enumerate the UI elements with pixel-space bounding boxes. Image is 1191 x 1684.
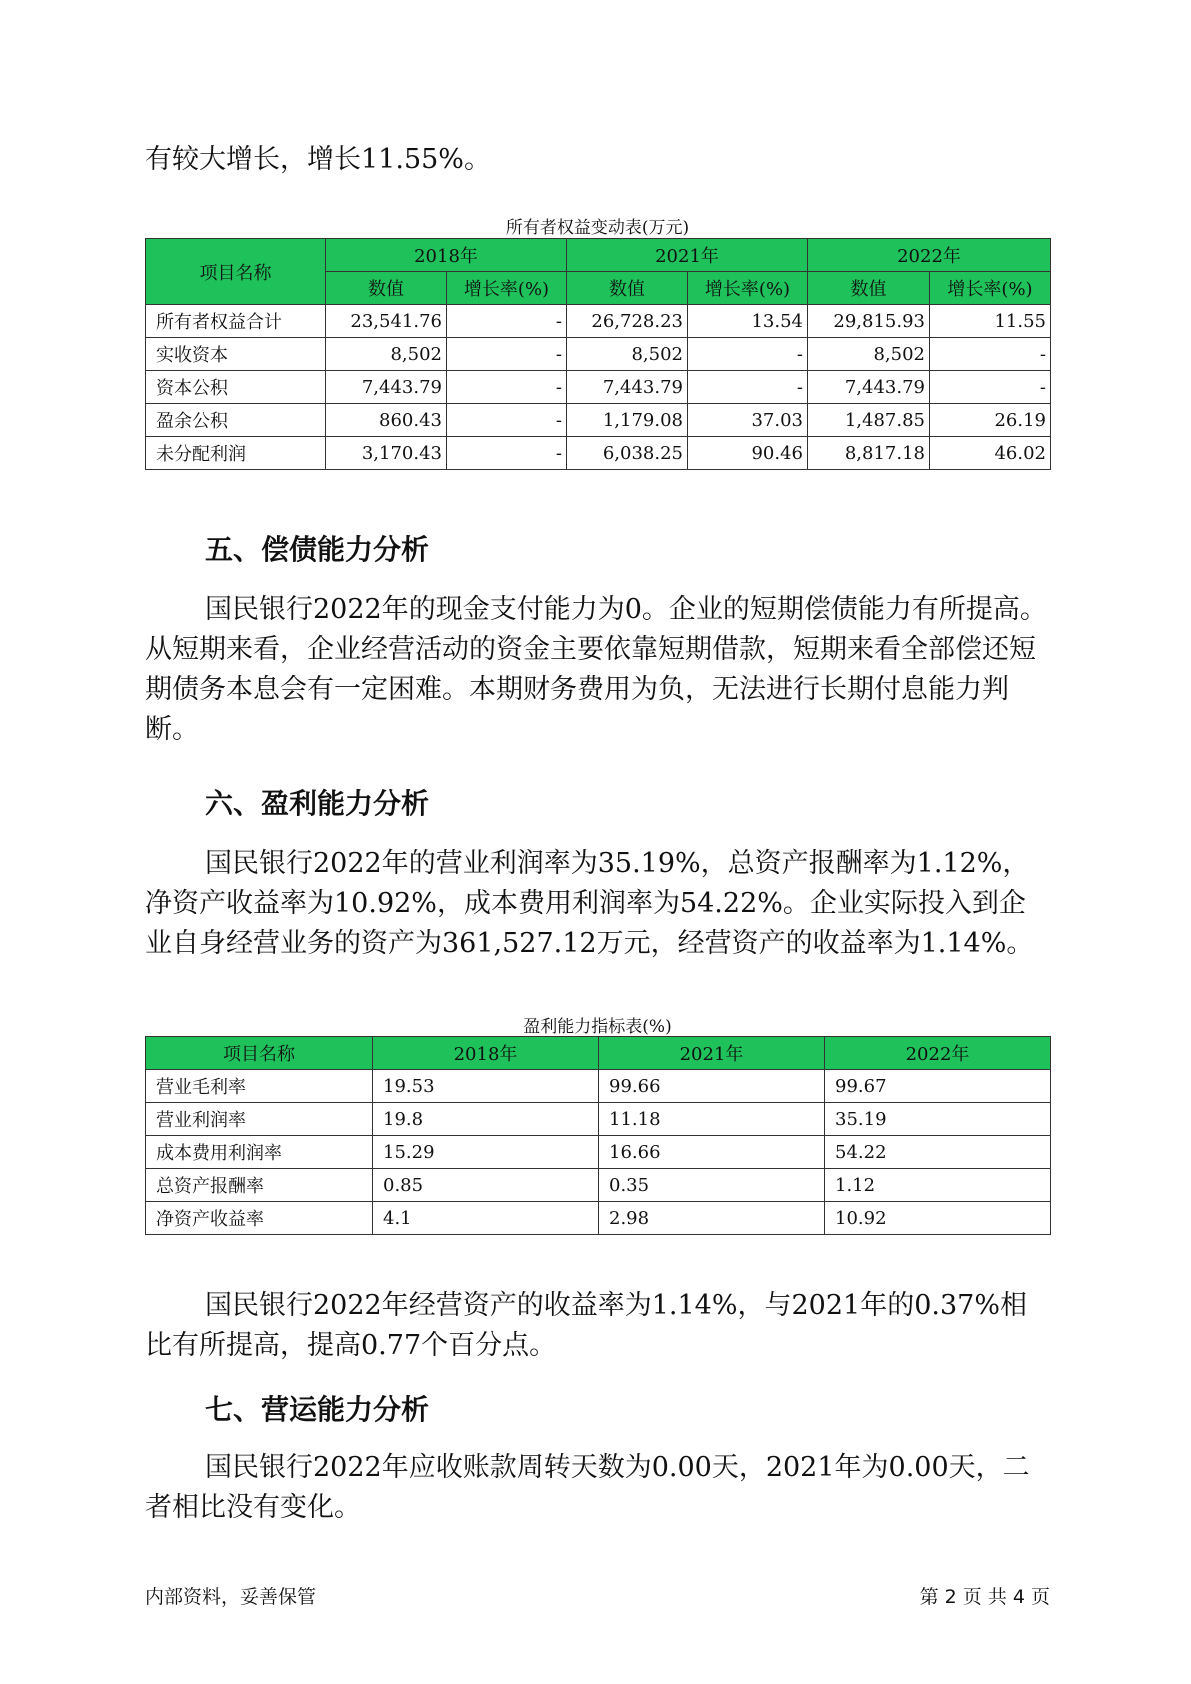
profit-table xyxy=(145,1036,1051,1235)
table-row xyxy=(146,404,1051,437)
cell-growth: 46.02 xyxy=(930,437,1051,470)
cell-value: 11.18 xyxy=(599,1103,825,1136)
equity-sub-growth: 增长率(%) xyxy=(930,272,1051,305)
profit-header-year-2022: 2022年 xyxy=(825,1037,1051,1070)
profit-header-year-2021: 2021年 xyxy=(599,1037,825,1070)
cell-value: 8,817.18 xyxy=(808,437,930,470)
cell-value: 1.12 xyxy=(825,1169,1051,1202)
equity-sub-growth: 增长率(%) xyxy=(688,272,808,305)
cell-value: 7,443.79 xyxy=(567,371,688,404)
cell-value: 0.35 xyxy=(599,1169,825,1202)
cell-value: 54.22 xyxy=(825,1136,1051,1169)
row-label: 成本费用利润率 xyxy=(146,1136,373,1169)
row-label: 所有者权益合计 xyxy=(146,305,326,338)
row-label: 营业毛利率 xyxy=(146,1070,373,1103)
footer-confidential-note: 内部资料，妥善保管 xyxy=(145,1586,317,1608)
cell-growth: - xyxy=(930,338,1051,371)
cell-growth: 90.46 xyxy=(688,437,808,470)
equity-header-year-2018: 2018年 xyxy=(326,239,567,272)
cell-value: 3,170.43 xyxy=(326,437,447,470)
section7-heading: 七、营运能力分析 xyxy=(205,1393,430,1426)
row-label: 盈余公积 xyxy=(146,404,326,437)
cell-value: 8,502 xyxy=(567,338,688,371)
row-label: 总资产报酬率 xyxy=(146,1169,373,1202)
cell-value: 860.43 xyxy=(326,404,447,437)
cell-value: 7,443.79 xyxy=(808,371,930,404)
profit-header-item: 项目名称 xyxy=(146,1037,373,1070)
cell-growth: - xyxy=(447,437,567,470)
cell-value: 19.8 xyxy=(373,1103,599,1136)
profit-header-year-2018: 2018年 xyxy=(373,1037,599,1070)
cell-value: 6,038.25 xyxy=(567,437,688,470)
cell-growth: 26.19 xyxy=(930,404,1051,437)
cell-value: 19.53 xyxy=(373,1070,599,1103)
equity-header-item: 项目名称 xyxy=(146,239,326,305)
row-label: 净资产收益率 xyxy=(146,1202,373,1235)
table-row xyxy=(146,1136,1051,1169)
intro-paragraph: 有较大增长，增长11.55%。 xyxy=(145,144,491,175)
cell-value: 8,502 xyxy=(326,338,447,371)
cell-growth: 37.03 xyxy=(688,404,808,437)
section6-heading: 六、盈利能力分析 xyxy=(205,787,430,820)
table-row xyxy=(146,437,1051,470)
equity-sub-value: 数值 xyxy=(567,272,688,305)
profit-table-header-row xyxy=(146,1037,1051,1070)
cell-value: 1,487.85 xyxy=(808,404,930,437)
cell-value: 7,443.79 xyxy=(326,371,447,404)
cell-growth: - xyxy=(447,404,567,437)
row-label: 未分配利润 xyxy=(146,437,326,470)
footer-page-number: 第 2 页 共 4 页 xyxy=(919,1586,1050,1608)
cell-growth: - xyxy=(447,305,567,338)
section6-paragraph: 国民银行2022年的营业利润率为35.19%，总资产报酬率为1.12%，净资产收益率为10.92%，成本费用利润率为54.22%。企业实际投入到企业自身经营业务的资产为361,527.12万元，经营资产的收益率为1.14%。 xyxy=(145,848,1034,959)
row-label: 资本公积 xyxy=(146,371,326,404)
cell-growth: - xyxy=(688,338,808,371)
cell-value: 99.66 xyxy=(599,1070,825,1103)
equity-sub-value: 数值 xyxy=(808,272,930,305)
cell-value: 1,179.08 xyxy=(567,404,688,437)
equity-table-header-row xyxy=(146,239,1051,272)
table-row xyxy=(146,338,1051,371)
table-row xyxy=(146,371,1051,404)
equity-header-year-2022: 2022年 xyxy=(808,239,1051,272)
row-label: 实收资本 xyxy=(146,338,326,371)
section7-paragraph: 国民银行2022年应收账款周转天数为0.00天，2021年为0.00天，二者相比没有变化。 xyxy=(145,1452,1030,1523)
equity-table-caption: 所有者权益变动表(万元) xyxy=(505,218,690,238)
cell-value: 16.66 xyxy=(599,1136,825,1169)
profit-table-caption: 盈利能力指标表(%) xyxy=(523,1017,672,1037)
equity-table xyxy=(145,238,1051,470)
cell-value: 26,728.23 xyxy=(567,305,688,338)
equity-header-year-2021: 2021年 xyxy=(567,239,808,272)
table-row xyxy=(146,305,1051,338)
cell-growth: - xyxy=(930,371,1051,404)
cell-value: 23,541.76 xyxy=(326,305,447,338)
cell-value: 29,815.93 xyxy=(808,305,930,338)
after-table-paragraph: 国民银行2022年经营资产的收益率为1.14%，与2021年的0.37%相比有所提高，提高0.77个百分点。 xyxy=(145,1290,1027,1361)
cell-growth: - xyxy=(447,338,567,371)
cell-growth: 11.55 xyxy=(930,305,1051,338)
cell-growth: - xyxy=(447,371,567,404)
section5-paragraph: 国民银行2022年的现金支付能力为0。企业的短期偿债能力有所提高。从短期来看，企业经营活动的资金主要依靠短期借款，短期来看全部偿还短期债务本息会有一定困难。本期财务费用为负，无法进行长期付息能力判断。 xyxy=(145,594,1047,745)
equity-sub-growth: 增长率(%) xyxy=(447,272,567,305)
section5-heading: 五、偿债能力分析 xyxy=(205,533,430,566)
table-row xyxy=(146,1070,1051,1103)
cell-value: 99.67 xyxy=(825,1070,1051,1103)
table-row xyxy=(146,1103,1051,1136)
cell-value: 0.85 xyxy=(373,1169,599,1202)
cell-value: 15.29 xyxy=(373,1136,599,1169)
row-label: 营业利润率 xyxy=(146,1103,373,1136)
cell-value: 8,502 xyxy=(808,338,930,371)
cell-growth: - xyxy=(688,371,808,404)
cell-value: 4.1 xyxy=(373,1202,599,1235)
cell-value: 35.19 xyxy=(825,1103,1051,1136)
cell-growth: 13.54 xyxy=(688,305,808,338)
table-row xyxy=(146,1169,1051,1202)
cell-value: 10.92 xyxy=(825,1202,1051,1235)
table-row xyxy=(146,1202,1051,1235)
equity-sub-value: 数值 xyxy=(326,272,447,305)
cell-value: 2.98 xyxy=(599,1202,825,1235)
